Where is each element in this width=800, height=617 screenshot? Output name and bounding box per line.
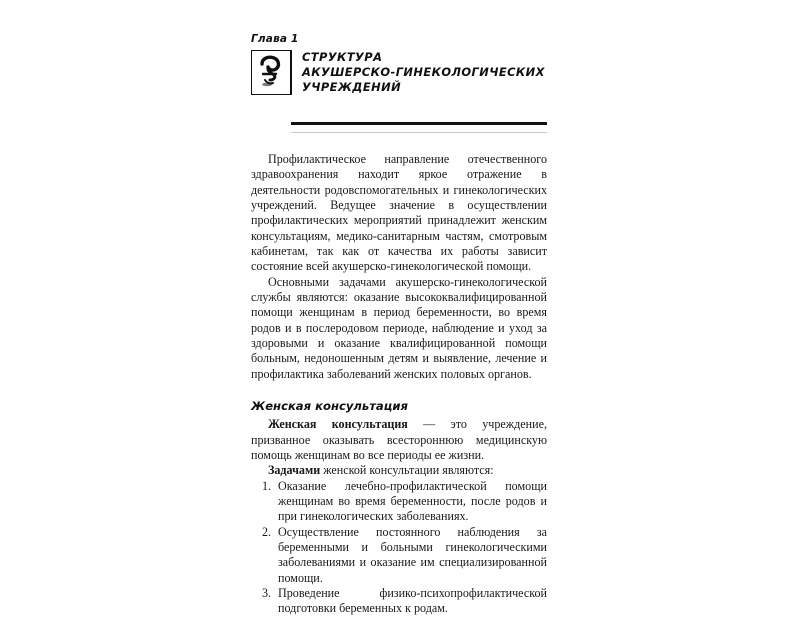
definition-text: — это учреждение, призванное оказывать всестороннюю медицинскую помощь женщинам во все периоды ее жизни. bbox=[251, 417, 547, 462]
chapter-title-line-1: СТРУКТУРА bbox=[302, 49, 383, 64]
header-divider-thick bbox=[291, 122, 547, 125]
body-content bbox=[251, 152, 547, 617]
tasks-list bbox=[251, 479, 547, 617]
list-item: Проведение физико-психопрофилактической подготовки беременных к родам. bbox=[278, 585, 547, 616]
paragraph-clinic-definition bbox=[251, 417, 547, 463]
definition-term: Женская консультация bbox=[268, 417, 408, 432]
serpent-staff-icon bbox=[251, 50, 291, 95]
paragraph-intro-2: Основными задачами акушерско-гинекологической службы являются: оказание высококвалифицированной помощи женщинам в период беременности, во время родов и в послеродовом периоде, наблюдение и уход за здоровыми и оказание квалифицированной помощи больным, недоношенным детям и выявление, лечение и профилактика заболеваний женских половых органов. bbox=[251, 274, 547, 381]
chapter-head bbox=[251, 0, 547, 95]
chapter-title-line-2: АКУШЕРСКО-ГИНЕКОЛОГИЧЕСКИХ bbox=[302, 64, 545, 79]
paragraph-tasks-intro bbox=[251, 463, 547, 478]
chapter-title-line-3: УЧРЕЖДЕНИЙ bbox=[302, 79, 402, 94]
tasks-intro-text: женской консультации являются: bbox=[320, 463, 494, 478]
chapter-label: Глава 1 bbox=[251, 33, 299, 45]
tasks-term: Задачами bbox=[268, 463, 321, 478]
header-divider-thin bbox=[291, 132, 547, 133]
chapter-title-row bbox=[251, 50, 547, 96]
list-item: Оказание лечебно-профилактической помощи женщинам во время беременности, после родов и при гинекологических заболеваниях. bbox=[278, 478, 547, 524]
chapter-header-block bbox=[251, 0, 547, 95]
chapter-title-block bbox=[291, 50, 547, 96]
section-heading-womens-clinic: Женская консультация bbox=[251, 399, 408, 414]
list-item: Осуществление постоянного наблюдения за беременными и больными гинекологическими заболеваниями и оказание им специализированной помощи. bbox=[278, 524, 547, 585]
paragraph-intro-1: Профилактическое направление отечественного здравоохранения находит яркое отражение в деятельности родовспомогательных и гинекологических учреждений. Ведущее значение в осуществлении профилактических мероприятий принадлежит женским консультациям, медико-санитарным частям, смотровым кабинетам, так как от качества их работы зависит состояние всей акушерско-гинекологической помощи. bbox=[251, 152, 547, 274]
